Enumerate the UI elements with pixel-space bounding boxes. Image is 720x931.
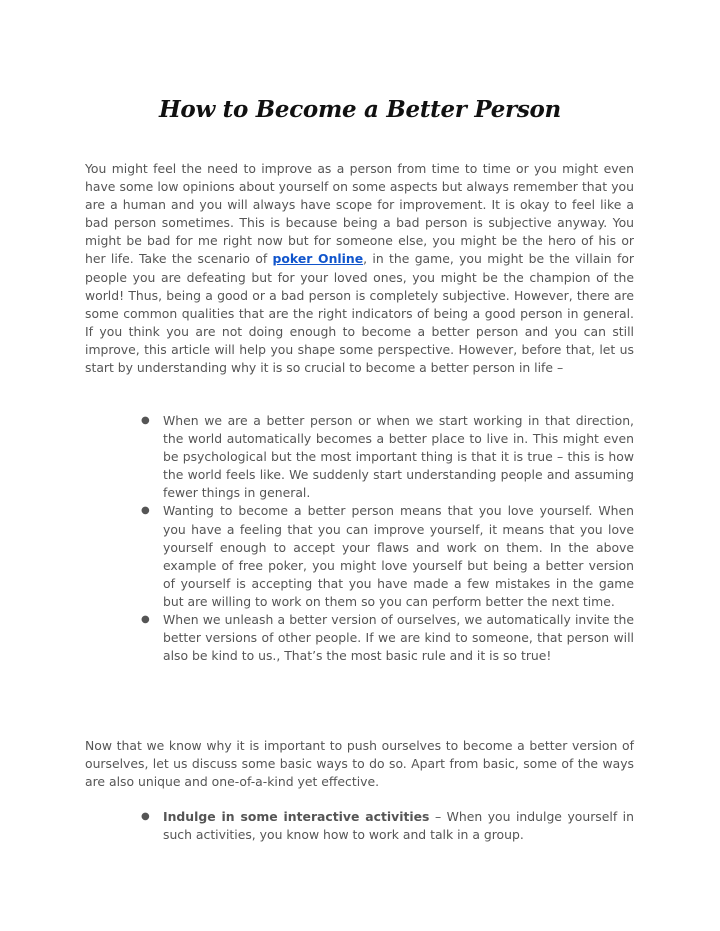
- list-item: [141, 412, 634, 502]
- intro-text-after-link: , in the game, you might be the villain for people you are defeating but for your loved ones, you might be the champion of the world! Thus, being a good or a bad person is completely subjective. However, there are some common qualities that are the right indicators of being a good person in general. If you think you are not doing enough to become a better person and you can still improve, this article will help you shape some perspective. However, before that, let us start by understanding why it is so crucial to become a better person in life –: [85, 251, 635, 376]
- list-item: [141, 808, 634, 844]
- list-item-text: When we are a better person or when we start working in that direction, the world automatically becomes a better place to live in. This might even be psychological but the most important thing is that it is true – this is how the world feels like. We suddenly start understanding people and assuming fewer things in general.: [163, 413, 634, 501]
- list-item-lead: Indulge in some interactive activities: [163, 809, 430, 824]
- list-item: [141, 611, 634, 665]
- list-item: [141, 502, 634, 611]
- list-item-text: Wanting to become a better person means that you love yourself. When you have a feeling that you can improve yourself, it means that you love yourself enough to accept your flaws and work on them. In the above example of free poker, you might love yourself but being a better version of yourself is accepting that you have made a few mistakes in the game but are willing to work on them so you can perform better the next time.: [163, 503, 634, 609]
- ways-list: [141, 808, 634, 844]
- list-item-text: – When you indulge yourself in such activities, you know how to work and talk in a group.: [163, 809, 634, 843]
- document-title: How to Become a Better Person: [159, 96, 561, 123]
- poker-online-link[interactable]: poker Online: [272, 251, 364, 267]
- bullet-icon: ●: [141, 614, 150, 626]
- intro-paragraph: [85, 160, 634, 377]
- intro-text-before-link: You might feel the need to improve as a person from time to time or you might even have some low opinions about yourself on some aspects but always remember that you are a human and you will always have scope for improvement. It is okay to feel like a bad person sometimes. This is because being a bad person is subjective anyway. You might be bad for me right now but for someone else, you might be the hero of his or her life. Take the scenario of: [85, 161, 634, 267]
- list-item-text: When we unleash a better version of ourselves, we automatically invite the better versions of other people. If we are kind to someone, that person will also be kind to us., That’s the most basic rule and it is so true!: [163, 612, 634, 664]
- bullet-icon: ●: [141, 505, 150, 517]
- reasons-list: [141, 412, 634, 665]
- bullet-icon: ●: [141, 811, 150, 822]
- bullet-icon: ●: [141, 415, 150, 426]
- ways-intro-paragraph: Now that we know why it is important to push ourselves to become a better version of ourselves, let us discuss some basic ways to do so. Apart from basic, some of the ways are also unique and one-of-a-kind yet effective.: [85, 738, 634, 790]
